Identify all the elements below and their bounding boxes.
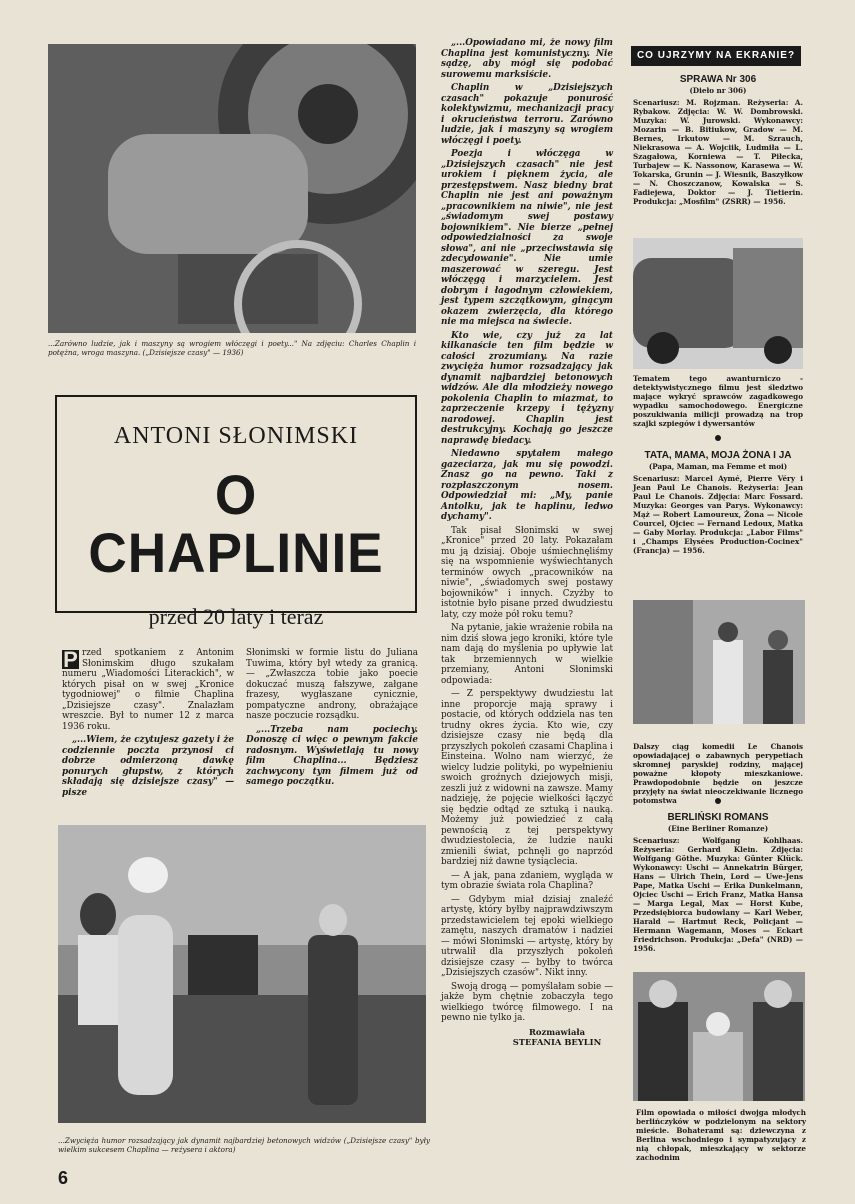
dropcap: P xyxy=(63,647,78,672)
photo1-caption: ...Zarówno ludzie, jak i maszyny są wrogiem włóczęgi i poety..." Na zdjęciu: Charles Chaplin i potężna, wroga maszyna. („Dzisiejsze czasy" — 1936) xyxy=(48,339,416,357)
film3-still xyxy=(633,972,805,1101)
divider-dot-1 xyxy=(715,435,721,441)
photo-chaplin-machine-image xyxy=(48,44,416,333)
author-name: ANTONI SŁONIMSKI xyxy=(113,423,359,449)
film3-block xyxy=(633,812,803,953)
mid-paragraph-9: — A jak, pana zdaniem, wygląda w tym obrazie świata rola Chaplina? xyxy=(441,870,613,891)
intro-paragraph xyxy=(62,648,234,732)
film1-block xyxy=(633,74,803,206)
intro2-paragraph-1: Słonimski w formie listu do Juliana Tuwima, który był wtedy za granicą. — „Zwłaszcza tobie jako poecie dokuczać muszą fałszywe, załgane frazesy, wygłaszane cynicznie, pompatyczne androny, obrażające nasze poczucie rozsądku. xyxy=(246,648,418,721)
film2-still xyxy=(633,600,805,724)
intro2-paragraph-2: „...Trzeba nam pociechy. Donoszę ci więc o pewnym fakcie radosnym. Wyświetlają tu nowy film Chaplina... Będziesz zachwycony tym filmem już od samego początku. xyxy=(246,724,418,787)
film1-title: SPRAWA Nr 306 xyxy=(679,74,757,85)
intro-quote: „...Wiem, że czytujesz gazety i że codziennie poczta przynosi ci dobrze odmierzoną dawkę ponurych głupstw, z których składają się dzisiejsze czasy" — pisze xyxy=(62,735,234,798)
mid-paragraph-5: Niedawno spytałem małego gazeciarza, jak mu się powodzi. Znasz go na pewno. Taki z rozpłaszczonym nosem. Odpowiedział mi: „My, panie Antolku, jak te haplinu, ledwo dychamy". xyxy=(441,449,613,522)
article-subhead: przed 20 laty i teraz xyxy=(148,604,324,629)
film1-still-image xyxy=(633,238,803,369)
film3-caption: Film opowiada o miłości dwojga młodych berlińczyków w podzielonym na sektory mieście. Bohaterami są: dziewczyna z Berlina wschodniego i sympatyzujący z nią chłopak, mieszkający w sektorze zachodnim xyxy=(636,1108,806,1162)
film2-block xyxy=(633,450,803,555)
film2-credits: Scenariusz: Marcel Aymé, Pierre Véry i Jean Paul Le Chanois. Reżyseria: Jean Paul Le Chanois. Zdjęcia: Marc Fossard. Muzyka: Georges van Parys. Wykonawcy: Mąż — Robert Lamoureux, Żona — Nicole Courcel, Ojciec — Fernand Ledoux, Matka — Gaby Morlay. Produkcja: „Labor Films" i „Champs Elysées Production-Cocinex" (Francja) — 1956. xyxy=(633,474,803,555)
film3-subtitle: (Eine Berliner Romanze) xyxy=(667,824,769,833)
film1-credits: Scenariusz: M. Rojzman. Reżyseria: A. Rybakow. Zdjęcia: W. W. Dombrowski. Muzyka: W. Jurowski. Wykonawcy: Mozarin — B. Bitiukow, Gradow — M. Bernes, Irkutow — M. Szrauch, Niekrasowa — A. Wojciik, Ludmiła — L. Szagałowa, Korniewa — T. Piłecka, Turbajew — K. Nassonow, Karasewa — W. Tokarska, Grunin — J. Wiesnik, Baszyłkow — N. Choszczanow, Kowalska — S. Fadiejewa, Doktor — J. Tietierin. Produkcja: „Mosfilm" (ZSRR) — 1956. xyxy=(633,98,803,206)
film1-caption: Tematem tego awanturniczo - detektywistycznego filmu jest śledztwo mające wykryć sprawców zagadkowego wypadku samochodowego. Energiczne poszukiwania milicji prowadzą na trop szajki szpiegów i dywersantów xyxy=(633,374,803,428)
page-number: 6 xyxy=(58,1168,69,1188)
mid-paragraph-8: — Z perspektywy dwudziestu lat inne proporcje mają sprawy i postacie, od których oddziela nas ten trudny okres życia. Kto wie, czy dzisiejsze czasy nie będą dla przyszłych pokoleń czasami Chaplina i Einsteina. Wolno nam wierzyć, że wielcy ludzie polityki, po wypełnieniu swoich groźnych dziejowych misji, zeszli już z widowni na zawsze. Mamy nadzieję, że pojęcie wielkości łączyć się będzie odtąd ze sztuką i nauką. Możemy już powiedzieć z całą pewnością z tej perspektywy dwudziestolecia, że ludzie nauki zmienili świat, pchnęli go naprzód bardziej niż dawne tysiąclecia. xyxy=(441,689,613,867)
mid-paragraph-3: Poezja i włóczęga w „Dzisiejszych czasach" nie jest urokiem i pięknem życia, ale przestępstwem. Nasz biedny brat Chaplin nie jest ani poważnym „pracownikiem na niwie", nie jest „świadomym swej postawy bojownikiem". Nie bierze „pełnej odpowiedzialności za swoje słowa", ani nie „przeciwstawia się zdecydowanie". Nie umie maszerować w szeregu. Jest włóczęgą i marzycielem. Jest dobrym i łagodnym człowiekiem, jest typem szczątkowym, ginącym okazem zwierzęcia, dla którego nie ma miejsca na świecie. xyxy=(441,149,613,327)
intro-column-1 xyxy=(62,648,234,801)
signature-author: STEFANIA BEYLIN xyxy=(512,1036,602,1047)
film3-title: BERLIŃSKI ROMANS xyxy=(667,812,769,823)
title-box xyxy=(55,395,417,629)
mid-paragraph-11: Swoją drogą — pomyślałam sobie — jakże bym chętnie zobaczyła tego wielkiego twórcę filmowego. I na pewno nie tylko ja. xyxy=(441,981,613,1023)
photo-chaplin-machine xyxy=(48,44,416,333)
main-interview-column xyxy=(441,38,613,1047)
film2-subtitle: (Papa, Maman, ma Femme et moi) xyxy=(648,462,788,471)
mid-paragraph-2: Chaplin w „Dzisiejszych czasach" pokazuje ponurość kolektywizmu, mechanizacji pracy i okrucieństwa terroru. Zarówno ludzie, jak i maszyny są wrogiem włóczęgi i poety. xyxy=(441,83,613,146)
section-banner: CO UJRZYMY NA EKRANIE? xyxy=(631,46,801,66)
photo-factory-scene-image xyxy=(58,825,426,1123)
film1-still xyxy=(633,238,803,369)
film3-still-image xyxy=(633,972,805,1101)
divider-dot-2 xyxy=(715,798,721,804)
mid-paragraph-10: — Gdybym miał dzisiaj znaleźć artystę, który byłby najprawdziwszym przedstawicielem tej epoki wielkiego zamętu, naszych dramatów i nadziei — mówi Słonimski — artystę, który by utrwalił dla przyszłych pokoleń dzisiejsze czasy — byłby to twórca „Dzisiejszych czasów". Nikt inny. xyxy=(441,894,613,978)
intro-column-2 xyxy=(246,648,418,791)
intro-text: rzed spotkaniem z Antonim Słonimskim długo szukałam numeru „Wiadomości Literackich", w których pisał on w swej „Kronice tygodniowej" o filmie Chaplina „Dzisiejsze czasy". Znalazłam wreszcie. Był to numer 12 z marca 1936 roku. xyxy=(62,648,234,732)
mid-paragraph-1: „...Opowiadano mi, że nowy film Chaplina jest komunistyczny. Nie sądzę, aby mógł się podobać surowemu marksiście. xyxy=(441,38,613,80)
mid-paragraph-7: Na pytanie, jakie wrażenie robiła na nim dziś słowa jego kroniki, które tyle nam dają do myślenia po upływie lat tak brzemiennych w wielkie przemiany, Antoni Słonimski odpowiada: xyxy=(441,623,613,686)
film1-subtitle: (Dieło nr 306) xyxy=(689,86,747,95)
article-headline: O CHAPLINIE xyxy=(88,463,384,584)
photo-factory-scene xyxy=(58,825,426,1123)
mid-paragraph-4: Kto wie, czy już za lat kilkanaście ten film będzie w całości zrozumiany. Na razie zwycięża humor rozsadzający jak dynamit najbardziej betonowych widzów. Ale dla młodzieży nowego pokolenia Chaplin to miazmat, to zaprzeczenie krzepy i tężyzny narodowej. Chaplin jest destrukcyjny. Kochają go jeszcze naprawdę biedacy. xyxy=(441,330,613,446)
photo2-caption: ...Zwycięża humor rozsadzający jak dynamit najbardziej betonowych widzów („Dzisiejsze czasy" były wielkim sukcesem Chaplina — reżysera i aktora) xyxy=(58,1136,430,1154)
film2-caption: Dalszy ciąg komedii Le Chanois opowiadającej o zabawnych perypetiach skromnej paryskiej rodziny, mającej poważne kłopoty mieszkaniowe. Prawdopodobnie będzie on jeszcze przyjęty na świat nieoczekiwanie licznego potomstwa xyxy=(633,742,803,805)
film2-title: TATA, MAMA, MOJA ŻONA I JA xyxy=(644,450,792,461)
film2-still-image xyxy=(633,600,805,724)
signature-label: Rozmawiała xyxy=(528,1026,586,1037)
mid-paragraph-6: Tak pisał Słonimski w swej „Kronice" przed 20 laty. Pokazałam mu ją dzisiaj. Oboje uśmiechnęliśmy się na wspomnienie wyświechtanych terminów owych „pracowników na niwie", „świadomych swej postawy bojowników" i innych. Czyżby to istotnie było pisane przed dwudziestu laty, czy może pół roku temu? xyxy=(441,525,613,620)
film3-credits: Scenariusz: Wolfgang Kohlhaas. Reżyseria: Gerhard Klein. Zdjęcia: Wolfgang Göthe. Muzyka: Günter Klück. Wykonawcy: Uschi — Annekatrin Bürger, Hans — Ulrich Thein, Lord — Uwe-Jens Pape, Matka Uschi — Erika Dunkelmann, Ojciec Uschi — Erich Franz, Matka Hansa — Marga Legal, Max — Horst Kube, Przedsiębiorca budowlany — Karl Weber, Harald — Hartmut Reck, Policjant — Hermann Wagemann, Moses — Eckart Friedrichson. Produkcja: „Defa" (NRD) — 1956. xyxy=(633,836,803,953)
